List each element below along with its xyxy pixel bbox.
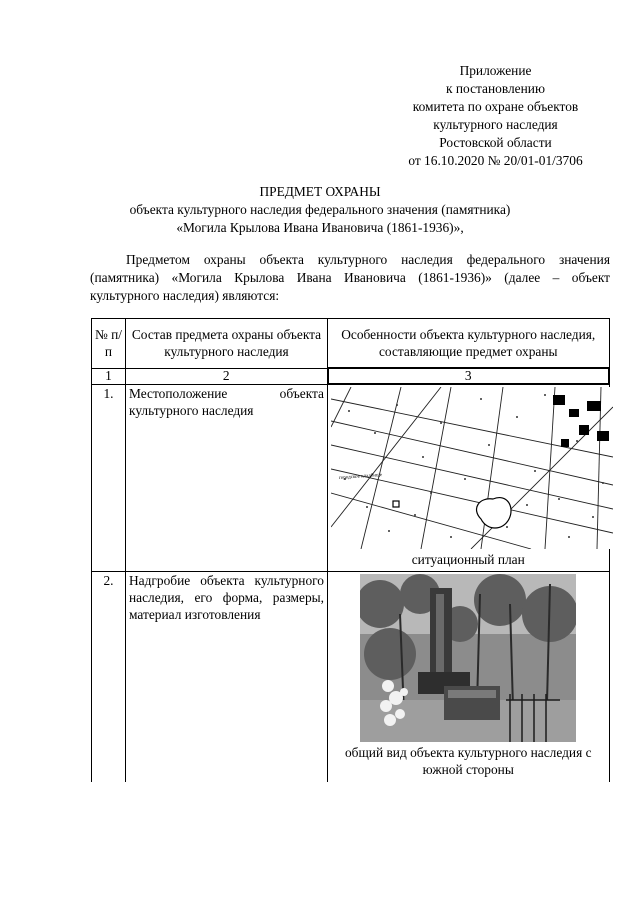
table-row <box>92 572 610 783</box>
column-number: 1 <box>92 368 126 384</box>
figure-caption: общий вид объекта культурного наследия с южной стороны <box>344 745 592 777</box>
row-features <box>328 572 610 783</box>
header-features: Особенности объекта культурного наследия, составляющие предмет охраны <box>328 319 610 369</box>
situation-plan-map <box>331 387 613 549</box>
table-column-numbers <box>92 368 610 384</box>
map-label: городское кладбище <box>338 472 383 481</box>
appendix-line: культурного наследия <box>433 117 558 132</box>
document-heading <box>100 183 540 237</box>
table-row <box>92 384 610 572</box>
appendix-line: к постановлению <box>446 81 545 96</box>
row-component: Местоположение объекта культурного наследия <box>126 384 328 572</box>
appendix-line: комитета по охране объектов <box>412 99 579 114</box>
row-features <box>328 384 610 572</box>
appendix-line: Ростовской области <box>439 135 552 150</box>
row-component: Надгробие объекта культурного наследия, его форма, размеры, материал изготовления <box>126 572 328 783</box>
tombstone-photo <box>360 574 576 742</box>
protection-subject-table <box>91 318 610 782</box>
row-number: 2. <box>92 572 126 783</box>
column-number: 3 <box>328 368 610 384</box>
figure-caption: ситуационный план <box>411 552 525 567</box>
row-number: 1. <box>92 384 126 572</box>
heading-object-name: «Могила Крылова Ивана Ивановича (1861-1936)», <box>176 220 464 235</box>
appendix-line: от 16.10.2020 № 20/01-01/3706 <box>408 153 583 168</box>
header-component: Состав предмета охраны объекта культурного наследия <box>126 319 328 369</box>
header-number: № п/п <box>92 319 126 369</box>
appendix-header <box>388 62 603 170</box>
heading-subtitle: объекта культурного наследия федерального значения (памятника) <box>129 202 511 217</box>
table-header-row <box>92 319 610 369</box>
appendix-line: Приложение <box>459 63 532 78</box>
intro-paragraph: Предметом охраны объекта культурного наследия федерального значения (памятника) «Могила Крылова Ивана Ивановича (1861-1936)» (далее – объект культурного наследия) являются: <box>90 252 610 303</box>
column-number: 2 <box>126 368 328 384</box>
document-title: ПРЕДМЕТ ОХРАНЫ <box>259 184 381 199</box>
